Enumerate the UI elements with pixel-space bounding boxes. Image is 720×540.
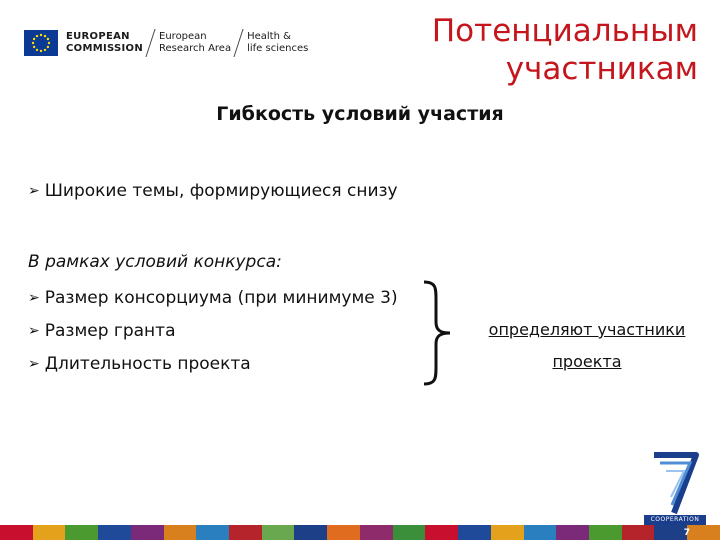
arrow-bullet-icon: ➢ xyxy=(28,356,40,372)
theme-label: Health & life sciences xyxy=(247,31,309,54)
strip-segment xyxy=(654,525,687,540)
strip-segment xyxy=(33,525,66,540)
strip-segment xyxy=(0,525,33,540)
strip-segment xyxy=(589,525,622,540)
bullet-text: Длительность проекта xyxy=(44,354,251,374)
strip-segment xyxy=(687,525,720,540)
bullet-item xyxy=(28,321,176,341)
bullet-item xyxy=(28,288,398,308)
strip-segment xyxy=(262,525,295,540)
outcome-text: определяют участники проекта xyxy=(488,320,686,371)
bullet-text: Размер консорциума (при минимуме 3) xyxy=(44,288,398,308)
strip-segment xyxy=(196,525,229,540)
strip-segment xyxy=(556,525,589,540)
logo-divider xyxy=(234,29,244,57)
slide-title: Потенциальным участникам xyxy=(431,13,698,87)
page-number: 7 xyxy=(683,528,690,538)
bullet-item xyxy=(28,181,398,201)
strip-segment xyxy=(622,525,655,540)
arrow-bullet-icon: ➢ xyxy=(28,183,40,199)
strip-segment xyxy=(524,525,557,540)
bullet-text: Широкие темы, формирующиеся снизу xyxy=(44,181,398,201)
strip-segment xyxy=(360,525,393,540)
european-commission-logo xyxy=(24,26,310,60)
call-conditions-label: В рамках условий конкурса: xyxy=(28,252,282,272)
strip-segment xyxy=(164,525,197,540)
strip-segment xyxy=(131,525,164,540)
logo-divider xyxy=(145,29,155,57)
strip-segment xyxy=(65,525,98,540)
strip-segment xyxy=(98,525,131,540)
arrow-bullet-icon: ➢ xyxy=(28,290,40,306)
eu-flag-icon xyxy=(24,30,58,56)
footer-color-strip xyxy=(0,525,720,540)
strip-segment xyxy=(393,525,426,540)
right-brace-icon xyxy=(418,278,458,388)
strip-segment xyxy=(294,525,327,540)
slide-subtitle: Гибкость условий участия xyxy=(216,103,504,125)
commission-label: EUROPEAN COMMISSION xyxy=(66,31,144,54)
strip-segment xyxy=(229,525,262,540)
strip-segment xyxy=(458,525,491,540)
strip-segment xyxy=(491,525,524,540)
strip-segment xyxy=(425,525,458,540)
arrow-bullet-icon: ➢ xyxy=(28,323,40,339)
research-area-label: European Research Area xyxy=(159,31,232,54)
bullet-item xyxy=(28,354,251,374)
programme-logo-label: COOPERATION xyxy=(644,515,706,525)
bullet-text: Размер гранта xyxy=(44,321,176,341)
strip-segment xyxy=(327,525,360,540)
